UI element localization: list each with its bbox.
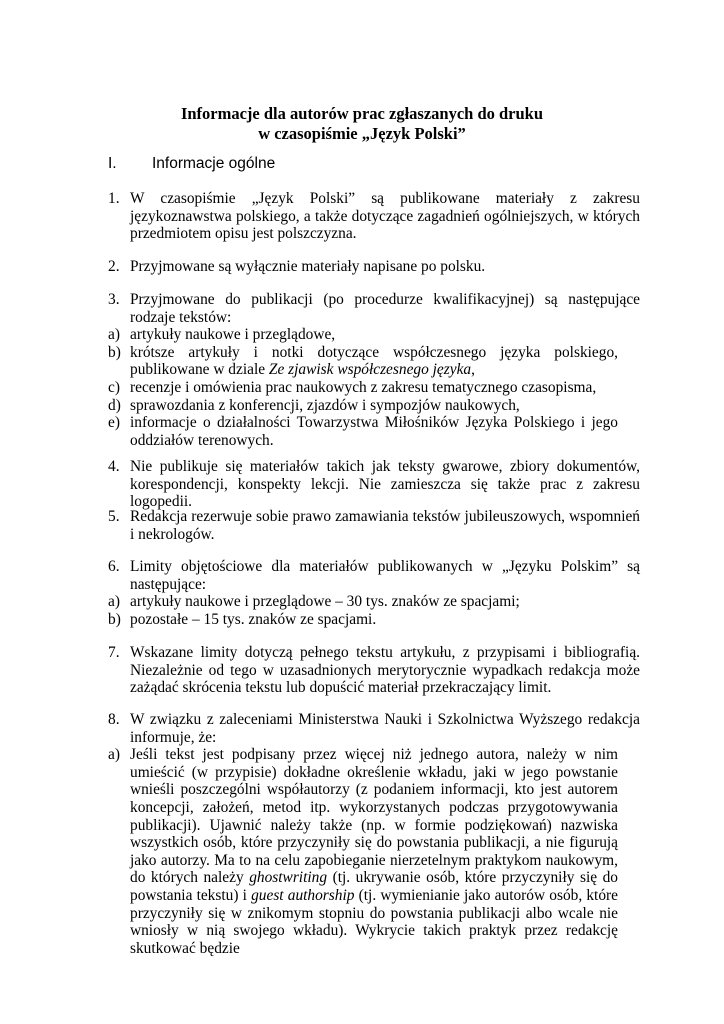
sub-item-a: a) artykuły naukowe i przeglądowe, (108, 326, 336, 344)
item-text: Przyjmowane do publikacji (po procedurze kwalifikacyjnej) są następujące rodzaje tekstów: (130, 291, 640, 326)
list-item-2 (108, 258, 640, 276)
document-title-line-2: w czasopiśmie „Język Polski” (258, 124, 466, 143)
item-number: 6. (108, 558, 120, 575)
sub-item-b: b) pozostałe – 15 tys. znaków ze spacjami. (108, 610, 377, 628)
item-number: 2. (108, 258, 120, 275)
item-text: W czasopiśmie „Język Polski” są publikowane materiały z zakresu językoznawstwa polskiego, a także dotyczące zagadnień ogólniejszych, w których przedmiotem opisu jest polszczyzna. (130, 190, 640, 243)
item-number: 8. (108, 711, 120, 728)
document-title-line-1: Informacje dla autorów prac zgłaszanych do druku (180, 104, 544, 123)
sub-item-a: a) Jeśli tekst jest podpisany przez więcej niż jednego autora, należy w nim umieścić (w przypisie) dokładne określenie wkładu, jaki w jego powstanie wnieśli poszczególni współautorzy (z podaniem informacji, kto jest autorem koncepcji, założeń, metod itp. wykorzystanych podczas przygotowywania publikacji). Ujawnić należy także (np. w formie podziękowań) nazwiska wszystkich osób, które przyczyniły się do powstania publikacji, a nie figurują jako autorzy. Ma to na celu zapobieganie nierzetelnym praktykom naukowym, do których należy ghostwriting (tj. ukrywanie osób, które przyczyniły się do powstania tekstu) i guest authorship (tj. wymienianie jako autorów osób, które przyczyniły się w znikomym stopniu do powstania publikacji albo wcale nie wniosły w nią swojego wkładu). Wykrycie takich praktyk przez redakcję skutkować będzie (108, 746, 618, 957)
emphasized-term-guest-authorship: guest authorship (251, 886, 355, 904)
sub-item-b: b) krótsze artykuły i notki dotyczące współczesnego języka polskiego, publikowane w dziale Ze zjawisk współczesnego języka, (108, 343, 618, 379)
sub-item-e: e) informacje o działalności Towarzystwa Miłośników Języka Polskiego i jego oddziałów terenowych. (108, 414, 618, 449)
item-number: 1. (108, 190, 120, 207)
item-number: 3. (108, 291, 120, 308)
list-item-5 (108, 508, 640, 543)
item-text: Redakcja rezerwuje sobie prawo zamawiania tekstów jubileuszowych, wspomnień i nekrologów. (130, 508, 640, 543)
item-number: 7. (108, 644, 120, 661)
sub-item-d: d) sprawozdania z konferencji, zjazdów i sympozjów naukowych, (108, 396, 520, 414)
list-item-3 (108, 291, 640, 449)
list-item-1 (108, 190, 640, 243)
section-label: Informacje ogólne (152, 155, 276, 172)
item-text: Przyjmowane są wyłącznie materiały napisane po polsku. (130, 258, 486, 275)
list-item-4 (108, 458, 640, 511)
item-text: Limity objętościowe dla materiałów publikowanych w „Języku Polskim” są następujące: (130, 558, 640, 593)
emphasized-section-name: Ze zjawisk współczesnego języka (268, 361, 472, 379)
item-text: W związku z zaleceniami Ministerstwa Nauki i Szkolnictwa Wyższego redakcja informuje, że: (130, 711, 640, 746)
section-number: I. (108, 155, 117, 172)
list-item-8 (108, 711, 640, 957)
emphasized-term-ghostwriting: ghostwriting (249, 869, 328, 887)
item-text: Nie publikuje się materiałów takich jak teksty gwarowe, zbiory dokumentów, korespondencji, konspekty lekcji. Nie zamieszcza się także prac z zakresu logopedii. (130, 458, 640, 511)
item-text: Wskazane limity dotyczą pełnego tekstu artykułu, z przypisami i bibliografią. Niezależnie od tego w uzasadnionych merytorycznie wypadkach redakcja może zażądać skrócenia tekstu lub dopuścić materiał przekraczający limit. (130, 644, 640, 697)
item-number: 5. (108, 508, 120, 525)
list-item-7 (108, 644, 640, 697)
list-item-6 (108, 558, 640, 628)
sub-item-c: c) recenzje i omówienia prac naukowych z zakresu tematycznego czasopisma, (108, 378, 597, 396)
item-number: 4. (108, 458, 120, 475)
sub-item-a: a) artykuły naukowe i przeglądowe – 30 tys. znaków ze spacjami; (108, 593, 520, 611)
